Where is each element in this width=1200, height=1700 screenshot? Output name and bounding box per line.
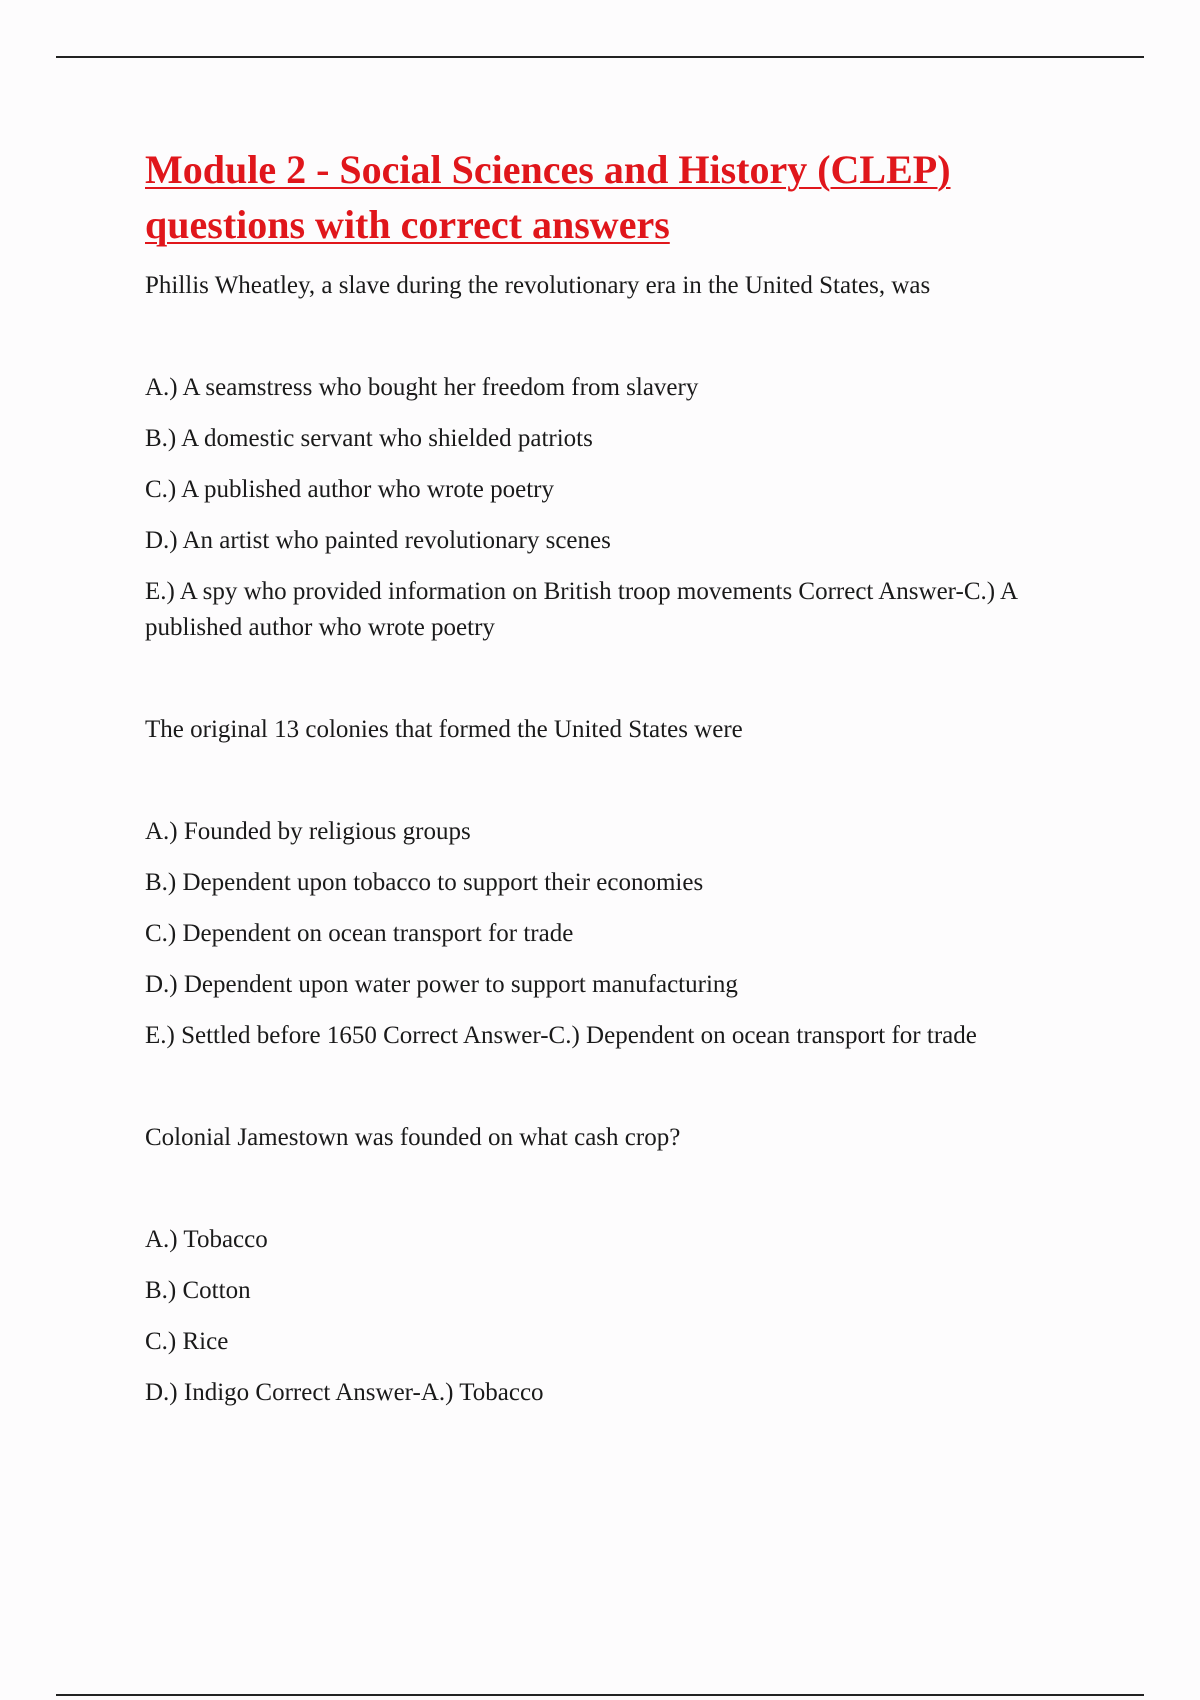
- question-prompt: The original 13 colonies that formed the United States were: [145, 716, 743, 743]
- answer-option: B.) Dependent upon tobacco to support their economies: [145, 869, 704, 896]
- answer-option: D.) An artist who painted revolutionary scenes: [145, 527, 611, 554]
- answer-options: [145, 1222, 1095, 1411]
- header-rule: [56, 56, 1144, 58]
- question-block-2: [145, 712, 1095, 1054]
- footer-rule: [56, 1694, 1144, 1696]
- answer-option-with-correct-answer: E.) Settled before 1650 Correct Answer-C.) Dependent on ocean transport for trade: [145, 1022, 977, 1049]
- answer-option: A.) Founded by religious groups: [145, 818, 471, 845]
- answer-option: A.) Tobacco: [145, 1226, 268, 1253]
- answer-option: C.) Dependent on ocean transport for trade: [145, 920, 574, 947]
- question-block-1: [145, 268, 1095, 646]
- question-prompt: Colonial Jamestown was founded on what cash crop?: [145, 1124, 681, 1151]
- question-block-3: [145, 1120, 1095, 1411]
- answer-options: [145, 370, 1095, 646]
- document-title: Module 2 - Social Sciences and History (CLEP) questions with correct answers: [145, 147, 951, 247]
- answer-option-with-correct-answer: D.) Indigo Correct Answer-A.) Tobacco: [145, 1379, 544, 1406]
- answer-option: D.) Dependent upon water power to support manufacturing: [145, 971, 738, 998]
- answer-option-with-correct-answer: E.) A spy who provided information on British troop movements Correct Answer-C.) A published author who wrote poetry: [145, 578, 1017, 641]
- answer-option: B.) A domestic servant who shielded patriots: [145, 425, 593, 452]
- answer-option: A.) A seamstress who bought her freedom from slavery: [145, 374, 699, 401]
- question-prompt: Phillis Wheatley, a slave during the revolutionary era in the United States, was: [145, 272, 931, 299]
- answer-option: C.) A published author who wrote poetry: [145, 476, 554, 503]
- document-content: [145, 142, 1095, 1477]
- answer-options: [145, 814, 1095, 1054]
- answer-option: B.) Cotton: [145, 1277, 251, 1304]
- answer-option: C.) Rice: [145, 1328, 229, 1355]
